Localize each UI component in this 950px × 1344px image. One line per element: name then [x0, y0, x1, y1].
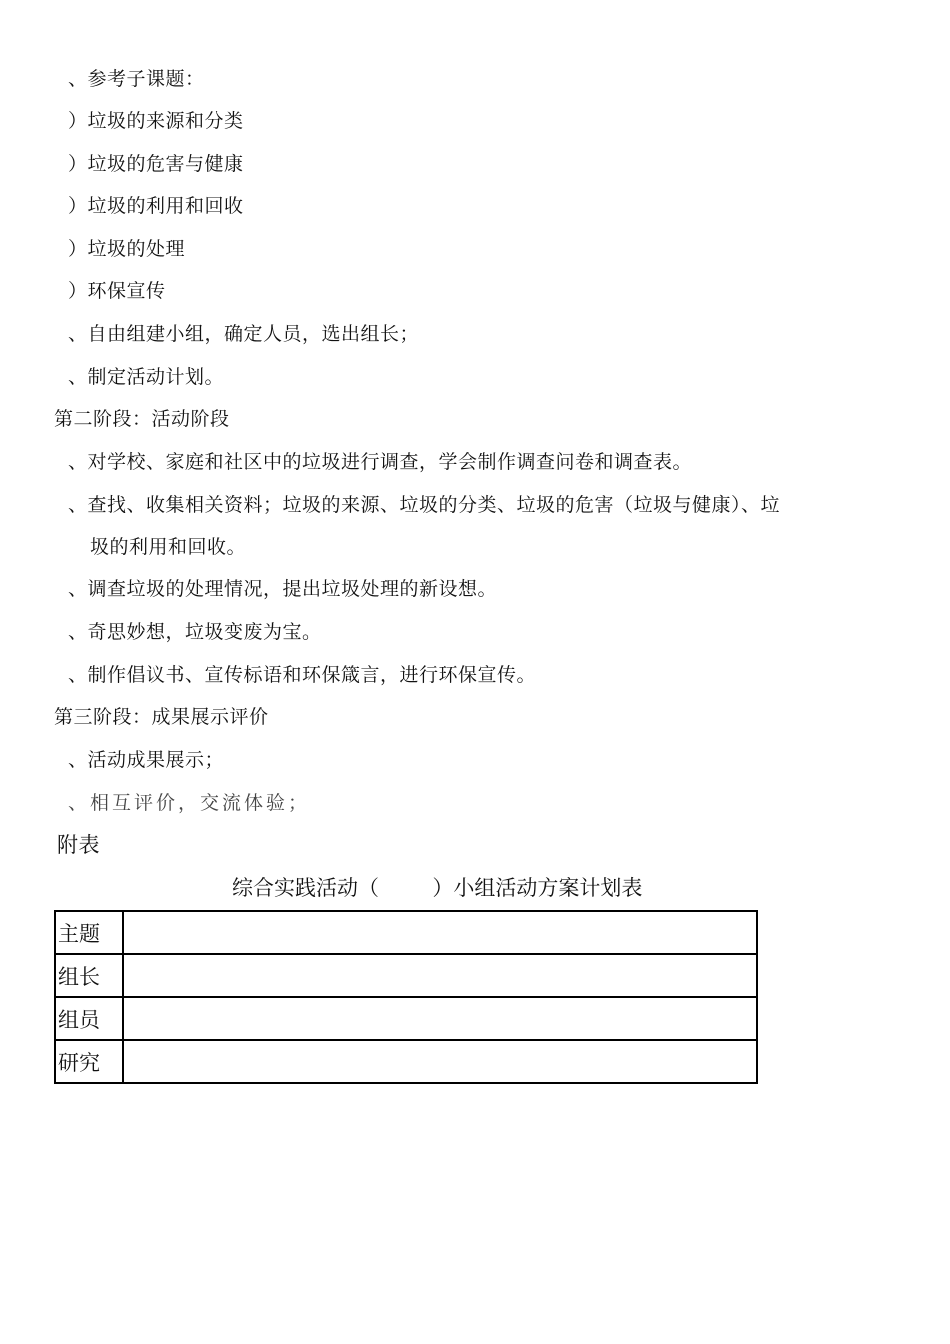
step-item: 、制作倡议书、宣传标语和环保箴言，进行环保宣传。 [68, 664, 537, 686]
row-label: 研究 [55, 1040, 123, 1083]
row-value-cell [123, 1040, 757, 1083]
step-item: 、相互评价，交流体验； [68, 792, 311, 814]
row-label: 组长 [55, 954, 123, 997]
subtopic-item: ）环保宣传 [68, 280, 166, 302]
step-item: 、活动成果展示； [68, 749, 225, 771]
subtopic-item: ）垃圾的处理 [68, 238, 186, 260]
table-row [55, 1040, 757, 1083]
subtopic-item: ）垃圾的危害与健康 [68, 153, 244, 175]
row-value-cell [123, 997, 757, 1040]
step-item: 、奇思妙想，垃圾变废为宝。 [68, 621, 322, 643]
step-item: 、自由组建小组，确定人员，选出组长； [68, 323, 420, 345]
row-value-cell [123, 911, 757, 954]
subtopic-item: ）垃圾的利用和回收 [68, 195, 244, 217]
table-row [55, 954, 757, 997]
table-row [55, 911, 757, 954]
step-item: 、调查垃圾的处理情况，提出垃圾处理的新设想。 [68, 578, 498, 600]
row-label: 组员 [55, 997, 123, 1040]
row-value-cell [123, 954, 757, 997]
step-item-continuation: 圾的利用和回收。 [90, 536, 247, 558]
step-item: 、制定活动计划。 [68, 366, 225, 388]
plan-table [54, 910, 758, 1084]
table-row [55, 997, 757, 1040]
plan-table-title: 综合实践活动（ ）小组活动方案计划表 [232, 876, 643, 900]
reference-subtopics-heading: 、参考子课题： [68, 68, 205, 90]
stage-heading: 第二阶段：活动阶段 [54, 408, 230, 430]
appendix-label: 附表 [57, 833, 100, 857]
subtopic-item: ）垃圾的来源和分类 [68, 110, 244, 132]
row-label: 主题 [55, 911, 123, 954]
step-item: 、对学校、家庭和社区中的垃圾进行调查，学会制作调查问卷和调查表。 [68, 451, 693, 473]
step-item: 、查找、收集相关资料；垃圾的来源、垃圾的分类、垃圾的危害（垃圾与健康）、垃 [68, 494, 781, 516]
stage-heading: 第三阶段：成果展示评价 [54, 706, 269, 728]
